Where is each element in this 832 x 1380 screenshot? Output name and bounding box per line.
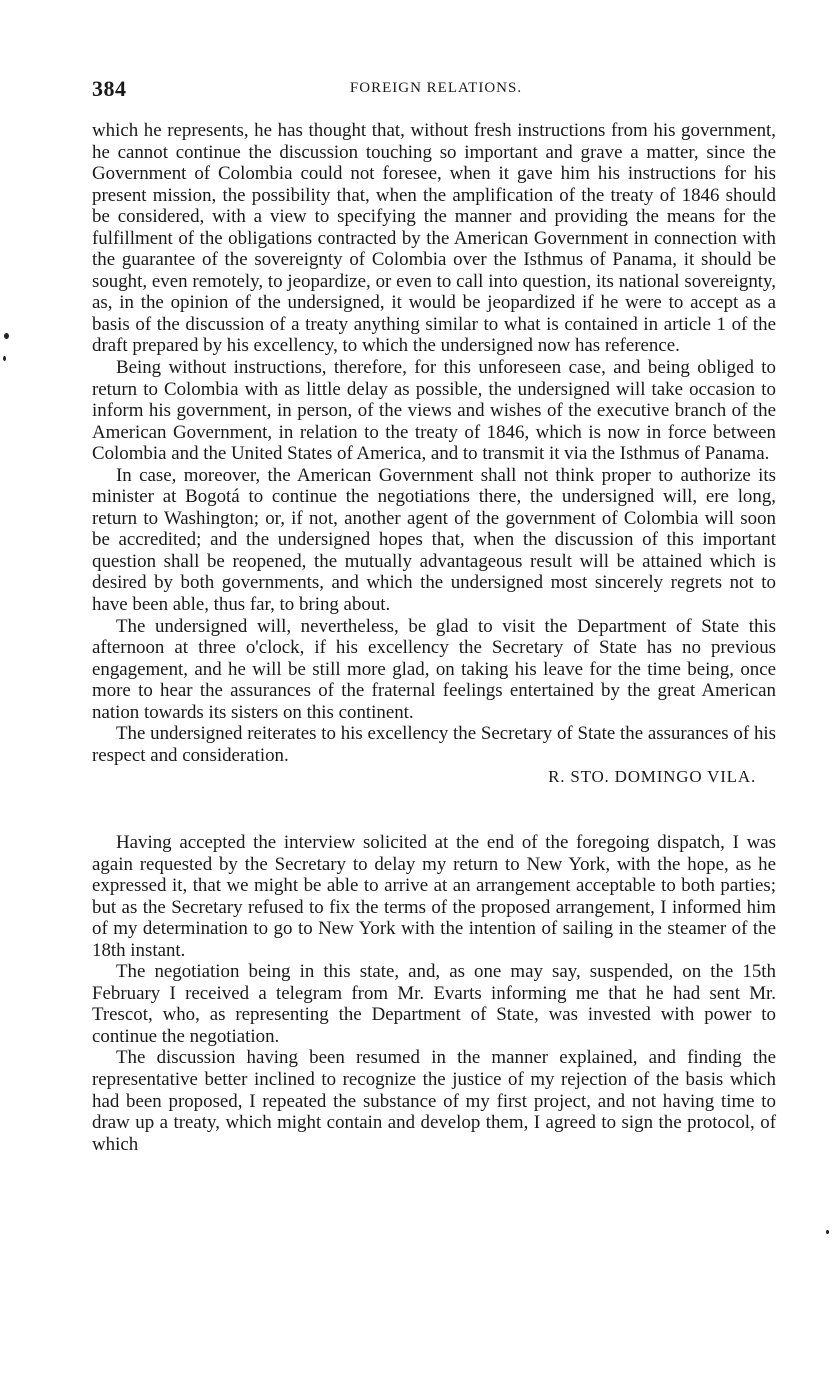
margin-speck <box>826 1230 829 1234</box>
running-title: FOREIGN RELATIONS. <box>349 80 523 96</box>
paragraph-continuation: which he represents, he has thought that, without fresh instructions from his government, he cannot continue the discussion touching so important and grave a matter, since the Government of Colombia could not foresee, when it gave him his instructions for his present mission, the possibility that, when the amplification of the treaty of 1846 should be considered, with a view to specifying the manner and providing the means for the fulfillment of the obligations contracted by the American Government in connection with the guarantee of the sovereignty of Colombia over the Isthmus of Panama, it should be sought, even remotely, to jeopardize, or even to call into question, its national sovereignty, as, in the opinion of the undersigned, it would be jeopardized if he were to accept as a basis of the discussion of a treaty anything similar to what is contained in article 1 of the draft prepared by his excellency, to which the undersigned now has reference. <box>92 120 776 357</box>
paragraph-interview: Having accepted the interview solicited at the end of the foregoing dispatch, I was again requested by the Secretary to delay my return to New York, with the hope, as he expressed it, that we might be able to arrive at an arrangement acceptable to both parties; but as the Secretary refused to fix the terms of the proposed arrangement, I informed him of my determination to go to New York with the intention of sailing in the steamer of the 18th instant. <box>92 831 776 961</box>
paragraph-negotiations: In case, moreover, the American Government shall not think proper to authorize its minister at Bogotá to continue the negotiations there, the undersigned will, ere long, return to Washington; or, if not, another agent of the government of Colombia will soon be accredited; and the undersigned hopes that, when the discussion of this important question shall be reopened, the mutually advantageous result will be attained which is desired by both governments, and which the undersigned most sincerely regrets not to have been able, thus far, to bring about. <box>92 464 776 616</box>
section-gap <box>92 788 776 832</box>
paragraph-telegram: The negotiation being in this state, and, as one may say, suspended, on the 15th February I received a telegram from Mr. Evarts informing me that he had sent Mr. Trescot, who, as representing the Department of State, was invested with power to continue the negotiation. <box>92 961 776 1047</box>
margin-speck <box>3 356 6 361</box>
running-head <box>92 76 780 104</box>
paragraph-closing: The undersigned reiterates to his excellency the Secretary of State the assurances of his respect and consideration. <box>92 723 776 766</box>
body-text <box>92 120 776 1155</box>
margin-speck <box>4 333 9 339</box>
paragraph-instructions: Being without instructions, therefore, for this unforeseen case, and being obliged to return to Colombia with as little delay as possible, the undersigned will take occasion to inform his government, in person, of the views and wishes of the executive branch of the American Government, in relation to the treaty of 1846, which is now in force between Colombia and the United States of America, and to transmit it via the Isthmus of Panama. <box>92 357 776 465</box>
paragraph-protocol: The discussion having been resumed in the manner explained, and finding the representative better inclined to recognize the justice of my rejection of the basis which had been proposed, I repeated the substance of my first project, and not having time to draw up a treaty, which might contain and develop them, I agreed to sign the protocol, of which <box>92 1047 776 1155</box>
paragraph-visit: The undersigned will, nevertheless, be glad to visit the Department of State this afternoon at three o'clock, if his excellency the Secretary of State has no previous engagement, and he will be still more glad, on taking his leave for the time being, once more to hear the assurances of the fraternal feelings entertained by the great American nation towards its sisters on this continent. <box>92 615 776 723</box>
signature: R. STO. DOMINGO VILA. <box>548 767 756 787</box>
page-number: 384 <box>92 76 127 101</box>
